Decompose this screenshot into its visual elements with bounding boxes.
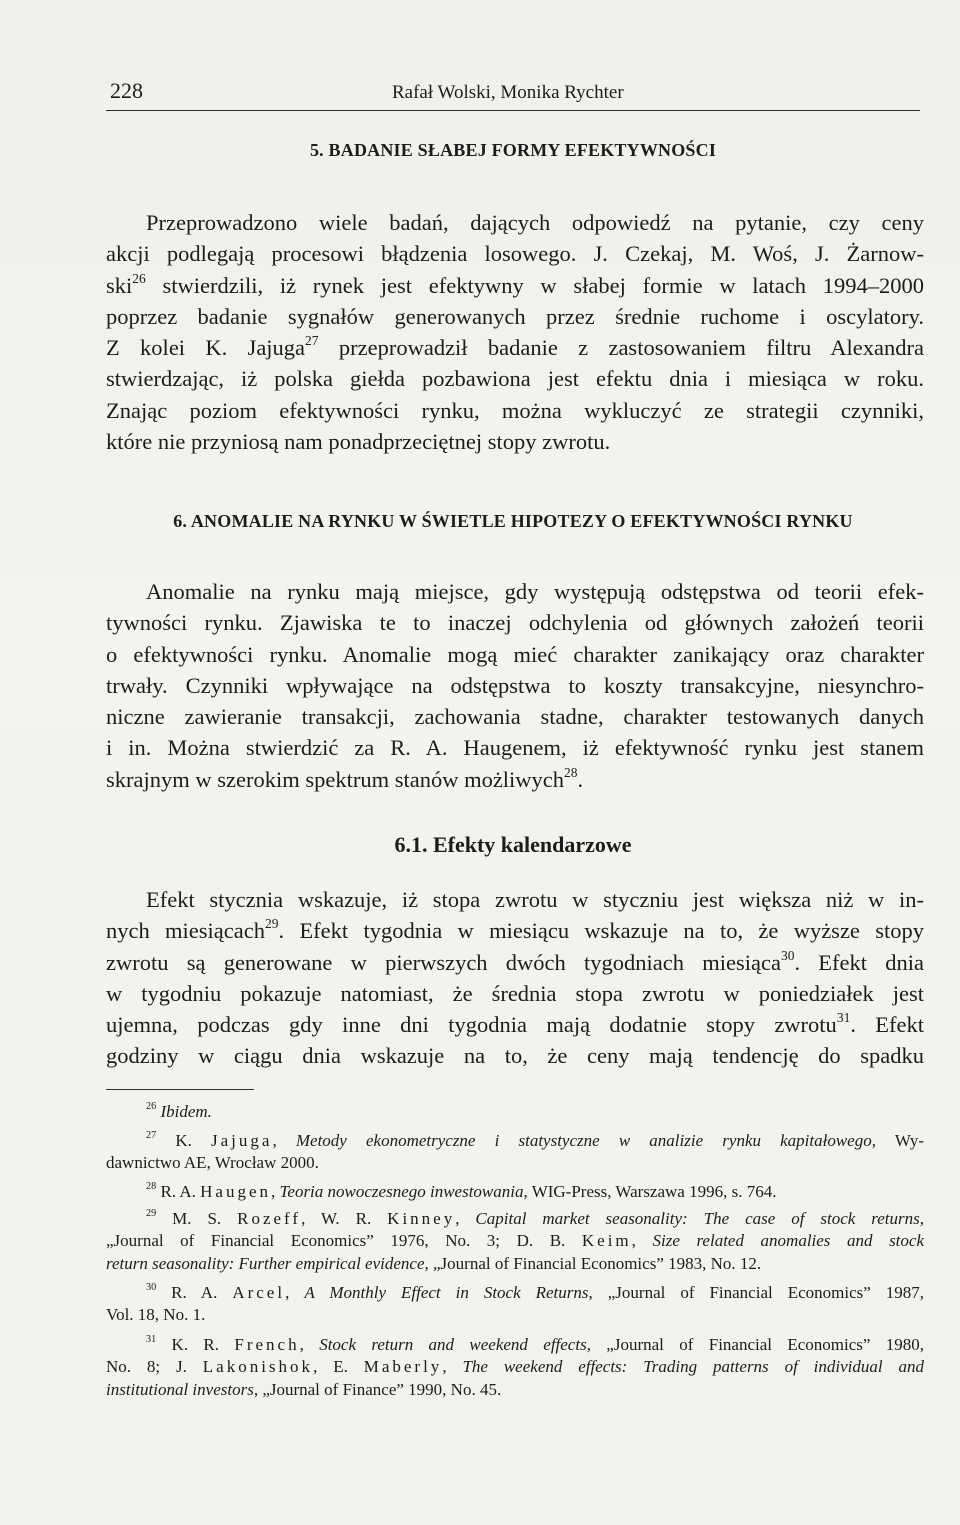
text-line: nych miesiącach$^{29}$. Efekt tygodnia w miesiącu wskazuje na to, że wyższe stopy — [106, 916, 924, 944]
text-line: godziny w ciągu dnia wskazuje na to, że ceny mają tendencję do spadku — [106, 1043, 924, 1069]
text-line: Anomalie na rynku mają miejsce, gdy występują odstępstwa od teorii efek- — [146, 579, 924, 604]
footnote-29 — [106, 1208, 924, 1275]
text-line: trwały. Czynniki wpływające na odstępstwa to koszty transakcyjne, niesynchro- — [106, 672, 924, 698]
footnote-line: „Journal of Financial Economics” 1976, No. 3; D. B. Keim, Size related anomalies and stock — [106, 1231, 924, 1251]
text-line: Przeprowadzono wiele badań, dających odpowiedź na pytanie, czy ceny — [146, 210, 924, 235]
section-5-paragraph — [106, 207, 924, 457]
footnote-line: No. 8; J. Lakonishok, E. Maberly, The weekend effects: Trading patterns of individual and — [106, 1357, 924, 1377]
text-line: tywności rynku. Zjawiska te to inaczej odchylenia od głównych założeń teorii — [106, 610, 924, 636]
footnote-divider — [106, 1089, 254, 1090]
text-line: skrajnym w szerokim spektrum stanów możliwych$^{28}$. — [106, 764, 584, 792]
text-line: zwrotu są generowane w pierwszych dwóch tygodniach miesiąca$^{30}$. Efekt dnia — [106, 947, 924, 975]
footnote-ref[interactable]: 27 — [305, 333, 319, 349]
footnote-line: $^{29}$ M. S. Rozeff, W. R. Kinney, Capital market seasonality: The case of stock returns, — [146, 1208, 924, 1228]
footnote-line: dawnictwo AE, Wrocław 2000. — [106, 1153, 319, 1173]
text-line: niczne zawieranie transakcji, zachowania stadne, charakter testowanych danych — [106, 704, 924, 730]
page-number: 228 — [110, 78, 143, 103]
text-line: ujemna, podczas gdy inne dni tygodnia mają dodatnie stopy zwrotu$^{31}$. Efekt — [106, 1010, 924, 1038]
running-title: Rafał Wolski, Monika Rychter — [392, 82, 624, 103]
text-line: o efektywności rynku. Anomalie mogą mieć charakter zanikający oraz charakter — [106, 641, 924, 667]
footnote-line: $^{30}$ R. A. Arcel, A Monthly Effect in Stock Returns, „Journal of Financial Economics” 1987, — [146, 1282, 924, 1302]
footnote-ref[interactable]: 29 — [265, 916, 279, 932]
section-6-heading: 6. ANOMALIE NA RYNKU W ŚWIETLE HIPOTEZY O EFEKTYWNOŚCI RYNKU — [173, 511, 853, 531]
text-line: poprzez badanie sygnałów generowanych przez średnie ruchome i oscylatory. — [106, 303, 924, 329]
footnote-ref[interactable]: 31 — [836, 1010, 851, 1026]
footnote-line: $^{31}$ K. R. French, Stock return and weekend effects, „Journal of Financial Economics” 1980, — [146, 1334, 924, 1354]
footnote-line: institutional investors, „Journal of Finance” 1990, No. 45. — [106, 1379, 502, 1399]
section-6-1-paragraph — [106, 884, 924, 1072]
footnote-line: $^{27}$ K. Jajuga, Metody ekonometryczne i statystyczne w analizie rynku kapitałowego, Wy- — [146, 1130, 924, 1150]
text-line: które nie przyniosą nam ponadprzeciętnej stopy zwrotu. — [106, 429, 611, 455]
footnote-line: Vol. 18, No. 1. — [106, 1305, 206, 1325]
section-6-paragraph — [106, 576, 924, 795]
section-6-1-heading: 6.1. Efekty kalendarzowe — [394, 832, 632, 857]
section-5-heading: 5. BADANIE SŁABEJ FORMY EFEKTYWNOŚCI — [309, 140, 717, 160]
footnote-line: $^{26}$ Ibidem. — [146, 1101, 212, 1121]
footnote-31 — [106, 1334, 924, 1401]
footnote-28 — [106, 1181, 924, 1203]
footnote-ref[interactable]: 28 — [564, 764, 578, 780]
footnote-27 — [106, 1130, 924, 1175]
text-line: akcji podlegają procesowi błądzenia losowego. J. Czekaj, M. Woś, J. Żarnow- — [106, 241, 924, 267]
footnote-line: return seasonality: Further empirical evidence, „Journal of Financial Economics” 1983, No. 12. — [106, 1253, 762, 1273]
page-header — [106, 76, 920, 111]
footnote-ref[interactable]: 30 — [780, 947, 795, 963]
text-line: Z kolei K. Jajuga$^{27}$ przeprowadził badanie z zastosowaniem filtru Alexandra — [106, 333, 924, 361]
footnote-ref[interactable]: 26 — [132, 270, 146, 286]
footnote-30 — [106, 1282, 924, 1327]
text-line: Znając poziom efektywności rynku, można wykluczyć ze strategii czynniki, — [106, 397, 924, 423]
text-line: Efekt stycznia wskazuje, iż stopa zwrotu w styczniu jest większa niż w in- — [146, 887, 924, 912]
footnote-line: $^{28}$ R. A. Haugen, Teoria nowoczesnego inwestowania, WIG-Press, Warszawa 1996, s. 764. — [146, 1181, 777, 1201]
footnote-26 — [106, 1101, 924, 1123]
text-line: w tygodniu pokazuje natomiast, że średnia stopa zwrotu w poniedziałek jest — [106, 980, 924, 1006]
text-line: ski$^{26}$ stwierdzili, iż rynek jest efektywny w słabej formie w latach 1994–2000 — [106, 270, 924, 298]
text-line: i in. Można stwierdzić za R. A. Haugenem, iż efektywność rynku jest stanem — [106, 735, 924, 761]
text-line: stwierdzając, iż polska giełda pozbawiona jest efektu dnia i miesiąca w roku. — [106, 366, 924, 392]
